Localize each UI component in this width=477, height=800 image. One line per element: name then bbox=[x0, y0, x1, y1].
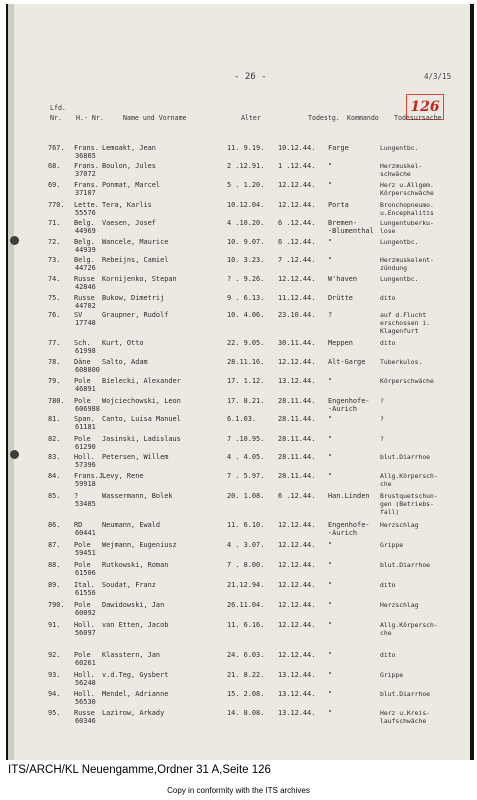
cell-cause2: schwäche bbox=[380, 170, 411, 178]
paper-edge bbox=[8, 4, 14, 760]
cell-hnr: 36865 bbox=[75, 152, 96, 160]
cell-name: Bukow, Dimetrij bbox=[102, 294, 165, 302]
cell-alter: 7 .10.95. bbox=[227, 435, 265, 443]
cell-cause1: ? bbox=[380, 397, 384, 405]
cell-hnr: 44939 bbox=[75, 246, 96, 254]
cell-cause1: blut.Diarrhoe bbox=[380, 561, 431, 569]
cell-nat: Pole bbox=[74, 541, 91, 549]
cell-lfd: 780. bbox=[48, 397, 65, 405]
cell-hnr: 60441 bbox=[75, 529, 96, 537]
cell-kdo: Meppen bbox=[328, 339, 353, 347]
cell-kdo: " bbox=[328, 671, 333, 679]
cell-lfd: 85. bbox=[48, 492, 61, 500]
cell-cause1: Lungentuberku- bbox=[380, 219, 434, 227]
cell-lfd: 95. bbox=[48, 709, 61, 717]
cell-nat: Pole bbox=[74, 601, 91, 609]
cell-tod: 12.12.44. bbox=[278, 581, 316, 589]
cell-tod: 30.11.44. bbox=[278, 339, 316, 347]
cell-cause1: Herzschlag bbox=[380, 521, 419, 529]
cell-kdo: " bbox=[328, 651, 333, 659]
cell-cause2: che bbox=[380, 629, 392, 637]
cell-name: Ponmat, Marcel bbox=[102, 181, 161, 189]
cell-kdo: " bbox=[328, 541, 333, 549]
cell-kdo: W'haven bbox=[328, 275, 358, 283]
cell-lfd: 79. bbox=[48, 377, 61, 385]
page-number: - 26 - bbox=[234, 72, 267, 82]
cell-alter: 14. 8.08. bbox=[227, 709, 265, 717]
cell-alter: 5 . 1.20. bbox=[227, 181, 265, 189]
cell-nat: Pole bbox=[74, 651, 91, 659]
cell-nat: Russe bbox=[74, 294, 95, 302]
cell-tod: 28.11.44. bbox=[278, 415, 316, 423]
cell-hnr: 61506 bbox=[75, 569, 96, 577]
cell-tod: 6 .12.44. bbox=[278, 238, 316, 246]
cell-tod: 13.12.44. bbox=[278, 671, 316, 679]
cell-nat: Russe bbox=[74, 709, 95, 717]
cell-lfd: 69. bbox=[48, 181, 61, 189]
cell-cause1: Herzschlag bbox=[380, 601, 419, 609]
cell-kdo: Engenhofe- bbox=[328, 521, 370, 529]
cell-cause2: Körperschwäche bbox=[380, 189, 434, 197]
cell-nat: Ital. bbox=[74, 581, 95, 589]
paper-page bbox=[8, 4, 470, 760]
cell-tod: 6 .12.44. bbox=[278, 492, 316, 500]
cell-alter: 10.12.04. bbox=[227, 201, 265, 209]
cell-name: Klasstern, Jan bbox=[102, 651, 161, 659]
cell-hnr: 37107 bbox=[75, 189, 96, 197]
cell-tod: 6 .12.44. bbox=[278, 219, 316, 227]
cell-lfd: 76. bbox=[48, 311, 61, 319]
cell-name: Wejmann, Eugeniusz bbox=[102, 541, 177, 549]
cell-nat: Pole bbox=[74, 561, 91, 569]
cell-cause1: Herzmuskel- bbox=[380, 162, 423, 170]
cell-cause2: che bbox=[380, 480, 392, 488]
cell-tod: 12.12.44. bbox=[278, 651, 316, 659]
cell-name: Tera, Karlis bbox=[102, 201, 152, 209]
cell-kdo: Porta bbox=[328, 201, 349, 209]
cell-lfd: 75. bbox=[48, 294, 61, 302]
punch-hole-bottom bbox=[10, 450, 19, 459]
cell-tod: 28.11.44. bbox=[278, 435, 316, 443]
cell-lfd: 77. bbox=[48, 339, 61, 347]
cell-cause3: fall) bbox=[380, 508, 400, 516]
cell-cause2: zündung bbox=[380, 264, 407, 272]
cell-alter: ? . 9.26. bbox=[227, 275, 265, 283]
archive-caption: ITS/ARCH/KL Neuengamme,Ordner 31 A,Seite 126 bbox=[8, 764, 271, 776]
cell-name: Dawidowski, Jan bbox=[102, 601, 165, 609]
header-todesursache: Todesursache bbox=[394, 114, 442, 122]
cell-nat: Belg. bbox=[74, 256, 95, 264]
cell-nat: SV bbox=[74, 311, 83, 319]
cell-hnr: 55576 bbox=[75, 209, 96, 217]
cell-cause1: dito bbox=[380, 294, 396, 302]
cell-nat: Belg. bbox=[74, 238, 95, 246]
cell-hnr: 56097 bbox=[75, 629, 96, 637]
cell-tod: 1 .12.44. bbox=[278, 162, 316, 170]
cell-nat: Däne bbox=[74, 358, 91, 366]
cell-tod: 13.12.44. bbox=[278, 690, 316, 698]
cell-cause1: Herzmuskelent- bbox=[380, 256, 434, 264]
cell-tod: 12.12.44. bbox=[278, 561, 316, 569]
cell-hnr: 60261 bbox=[75, 659, 96, 667]
copy-note: Copy in conformity with the ITS archives bbox=[167, 786, 310, 795]
cell-cause1: Grippe bbox=[380, 541, 404, 549]
cell-nat: Holl. bbox=[74, 621, 95, 629]
cell-hnr: 44969 bbox=[75, 227, 96, 235]
document-reference: 4/3/15 bbox=[424, 72, 452, 81]
cell-kdo: " bbox=[328, 162, 333, 170]
cell-kdo: " bbox=[328, 472, 333, 480]
cell-kdo: " bbox=[328, 256, 333, 264]
cell-kdo: " bbox=[328, 601, 333, 609]
cell-cause1: ? bbox=[380, 435, 384, 443]
header-hnr: H.- Nr. bbox=[76, 114, 104, 122]
cell-kdo: " bbox=[328, 690, 333, 698]
document-scan bbox=[6, 4, 474, 760]
cell-lfd: 71. bbox=[48, 219, 61, 227]
cell-cause1: Bronchopneumo. bbox=[380, 201, 434, 209]
cell-alter: 24. 6.03. bbox=[227, 651, 265, 659]
cell-lfd: 91. bbox=[48, 621, 61, 629]
cell-name: Kurt, Otto bbox=[102, 339, 144, 347]
cell-name: Soudat, Franz bbox=[102, 581, 156, 589]
cell-hnr: 53485 bbox=[75, 500, 96, 508]
cell-kdo: Bremen- bbox=[328, 219, 358, 227]
cell-alter: 20. 1.08. bbox=[227, 492, 265, 500]
cell-alter: 22. 9.05. bbox=[227, 339, 265, 347]
cell-hnr: 46891 bbox=[75, 385, 96, 393]
cell-name: Rebeijns, Camiel bbox=[102, 256, 169, 264]
cell-name: Graupner, Rudolf bbox=[102, 311, 169, 319]
cell-tod: 12.12.44. bbox=[278, 601, 316, 609]
cell-alter: 4 . 3.07. bbox=[227, 541, 265, 549]
cell-alter: 21.12.94. bbox=[227, 581, 265, 589]
cell-name: Jasinski, Ladislaus bbox=[102, 435, 181, 443]
cell-tod: 13.12.44. bbox=[278, 709, 316, 717]
cell-tod: 12.12.44. bbox=[278, 541, 316, 549]
cell-cause1: ? bbox=[380, 415, 384, 423]
cell-nat: Russe bbox=[74, 275, 95, 283]
cell-alter: 2 .12.91. bbox=[227, 162, 265, 170]
cell-kdo: " bbox=[328, 581, 333, 589]
cell-name: Canto, Luisa Manuel bbox=[102, 415, 181, 423]
cell-name: Wassermann, Bolek bbox=[102, 492, 173, 500]
cell-hnr: 56248 bbox=[75, 679, 96, 687]
cell-hnr: 44702 bbox=[75, 302, 96, 310]
cell-nat: Belg. bbox=[74, 219, 95, 227]
cell-nat: Holl. bbox=[74, 453, 95, 461]
cell-lfd: 89. bbox=[48, 581, 61, 589]
cell-nat: Holl. bbox=[74, 671, 95, 679]
header-kommando: Kommando bbox=[347, 114, 379, 122]
cell-tod: 7 .12.44. bbox=[278, 256, 316, 264]
cell-kdo: " bbox=[328, 709, 333, 717]
cell-alter: 7 . 8.00. bbox=[227, 561, 265, 569]
cell-kdo: " bbox=[328, 377, 333, 385]
cell-name: Rutkowski, Roman bbox=[102, 561, 169, 569]
cell-name: Petersen, Willem bbox=[102, 453, 169, 461]
cell-alter: 10. 9.07. bbox=[227, 238, 265, 246]
cell-kdo: " bbox=[328, 453, 333, 461]
cell-alter: 10. 3.23. bbox=[227, 256, 265, 264]
cell-kdo: Farge bbox=[328, 144, 349, 152]
cell-name: Mendel, Adrianne bbox=[102, 690, 169, 698]
cell-nat: Frans. bbox=[74, 144, 99, 152]
cell-name: Neumann, Ewald bbox=[102, 521, 161, 529]
cell-nat: Frans.J. bbox=[74, 472, 108, 480]
cell-lfd: 82. bbox=[48, 435, 61, 443]
cell-lfd: 74. bbox=[48, 275, 61, 283]
cell-alter: 11. 6.16. bbox=[227, 621, 265, 629]
cell-cause1: Lungentbc. bbox=[380, 238, 419, 246]
cell-cause1: dito bbox=[380, 581, 396, 589]
cell-name: Salto, Adam bbox=[102, 358, 148, 366]
cell-tod: 12.12.44. bbox=[278, 275, 316, 283]
cell-tod: 12.12.44. bbox=[278, 621, 316, 629]
cell-tod: 12.12.44. bbox=[278, 521, 316, 529]
cell-hnr: 17748 bbox=[75, 319, 96, 327]
cell-name: Boulon, Jules bbox=[102, 162, 156, 170]
cell-alter: 11. 6.10. bbox=[227, 521, 265, 529]
cell-kdo: " bbox=[328, 415, 333, 423]
cell-cause1: Grippe bbox=[380, 671, 404, 679]
cell-cause1: Tuberkulos. bbox=[380, 358, 423, 366]
cell-cause2: gen (Betriebs- bbox=[380, 500, 434, 508]
cell-lfd: 88. bbox=[48, 561, 61, 569]
cell-cause2: u.Encephalitis bbox=[380, 209, 434, 217]
cell-lfd: 78. bbox=[48, 358, 61, 366]
cell-cause2: laufschwäche bbox=[380, 717, 427, 725]
cell-tod: 28.11.44. bbox=[278, 453, 316, 461]
cell-lfd: 73. bbox=[48, 256, 61, 264]
cell-kdo2: -Aurich bbox=[328, 529, 358, 537]
cell-alter: 17. 8.21. bbox=[227, 397, 265, 405]
cell-alter: 6.1.03. bbox=[227, 415, 257, 423]
cell-hnr: 60092 bbox=[75, 609, 96, 617]
cell-kdo: Han.Linden bbox=[328, 492, 370, 500]
cell-cause1: auf d.Flucht bbox=[380, 311, 427, 319]
cell-nat: ? bbox=[74, 492, 79, 500]
cell-hnr: 61556 bbox=[75, 589, 96, 597]
cell-alter: 21. 8.22. bbox=[227, 671, 265, 679]
cell-name: van Etten, Jacob bbox=[102, 621, 169, 629]
cell-nat: Pole bbox=[74, 377, 91, 385]
cell-cause1: Körperschwäche bbox=[380, 377, 434, 385]
cell-tod: 23.10.44. bbox=[278, 311, 316, 319]
cell-hnr: 37072 bbox=[75, 170, 96, 178]
cell-cause1: Herz u.Kreis- bbox=[380, 709, 431, 717]
cell-lfd: 86. bbox=[48, 521, 61, 529]
cell-name: Wancele, Maurice bbox=[102, 238, 169, 246]
cell-cause1: blut.Diarrhoe bbox=[380, 453, 431, 461]
cell-cause1: Allg.Körpersch- bbox=[380, 621, 438, 629]
cell-alter: 15. 2.08. bbox=[227, 690, 265, 698]
cell-hnr: 56530 bbox=[75, 698, 96, 706]
cell-hnr: 57396 bbox=[75, 461, 96, 469]
cell-kdo: " bbox=[328, 181, 333, 189]
cell-nat: Frans. bbox=[74, 181, 99, 189]
cell-tod: 12.12.44. bbox=[278, 201, 316, 209]
cell-tod: 11.12.44. bbox=[278, 294, 316, 302]
cell-cause1: Allg.Körpersch- bbox=[380, 472, 438, 480]
punch-hole-top bbox=[10, 236, 19, 245]
cell-lfd: 767. bbox=[48, 144, 65, 152]
cell-kdo: Engenhofe- bbox=[328, 397, 370, 405]
cell-lfd: 81. bbox=[48, 415, 61, 423]
header-name: Name und Vorname bbox=[123, 114, 187, 122]
cell-nat: Pole bbox=[74, 435, 91, 443]
archive-stamp: 126 bbox=[406, 94, 444, 120]
cell-lfd: 94. bbox=[48, 690, 61, 698]
cell-name: Lazirow, Arkady bbox=[102, 709, 165, 717]
cell-tod: 12.12.44. bbox=[278, 358, 316, 366]
cell-nat: RD bbox=[74, 521, 83, 529]
cell-alter: 10. 4.06. bbox=[227, 311, 265, 319]
cell-alter: 11. 9.19. bbox=[227, 144, 265, 152]
cell-name: Lemoakt, Jean bbox=[102, 144, 156, 152]
cell-name: Kornijenko, Stepan bbox=[102, 275, 177, 283]
cell-nat: Frans. bbox=[74, 162, 99, 170]
cell-alter: 28.11.16. bbox=[227, 358, 265, 366]
cell-tod: 28.11.44. bbox=[278, 397, 316, 405]
cell-alter: 9 . 6.13. bbox=[227, 294, 265, 302]
cell-lfd: 790. bbox=[48, 601, 65, 609]
cell-cause1: Lungentbc. bbox=[380, 275, 419, 283]
cell-name: Levy, Rene bbox=[102, 472, 144, 480]
cell-hnr: 61181 bbox=[75, 423, 96, 431]
header-lfd: Lfd. bbox=[50, 104, 66, 112]
cell-cause1: Brustquetschun- bbox=[380, 492, 438, 500]
cell-kdo: ? bbox=[328, 311, 333, 319]
cell-lfd: 84. bbox=[48, 472, 61, 480]
cell-cause1: Herz u.Allgem. bbox=[380, 181, 434, 189]
cell-name: Bielecki, Alexander bbox=[102, 377, 181, 385]
cell-nat: Lette. bbox=[74, 201, 99, 209]
cell-cause2: lose bbox=[380, 227, 396, 235]
cell-hnr: 608800 bbox=[75, 366, 100, 374]
cell-hnr: 59451 bbox=[75, 549, 96, 557]
cell-hnr: 61998 bbox=[75, 347, 96, 355]
cell-lfd: 68. bbox=[48, 162, 61, 170]
cell-lfd: 770. bbox=[48, 201, 65, 209]
cell-lfd: 87. bbox=[48, 541, 61, 549]
cell-hnr: 61290 bbox=[75, 443, 96, 451]
cell-cause2: erschossen i. bbox=[380, 319, 431, 327]
header-alter: Alter bbox=[241, 114, 261, 122]
cell-tod: 13.12.44. bbox=[278, 377, 316, 385]
cell-alter: 17. 1.12. bbox=[227, 377, 265, 385]
cell-tod: 10.12.44. bbox=[278, 144, 316, 152]
cell-kdo: Alt-Garge bbox=[328, 358, 366, 366]
cell-nat: Span. bbox=[74, 415, 95, 423]
header-todestag: Todestg. bbox=[308, 114, 340, 122]
cell-cause1: blut.Diarrhoe bbox=[380, 690, 431, 698]
cell-tod: 28.11.44. bbox=[278, 472, 316, 480]
cell-hnr: 59918 bbox=[75, 480, 96, 488]
cell-lfd: 83. bbox=[48, 453, 61, 461]
cell-hnr: 606988 bbox=[75, 405, 100, 413]
cell-kdo: " bbox=[328, 238, 333, 246]
cell-name: Wojciechowski, Leon bbox=[102, 397, 181, 405]
cell-cause1: dito bbox=[380, 651, 396, 659]
cell-lfd: 93. bbox=[48, 671, 61, 679]
cell-nat: Sch. bbox=[74, 339, 91, 347]
header-nr: Nr. bbox=[50, 114, 62, 122]
cell-lfd: 72. bbox=[48, 238, 61, 246]
cell-alter: 4 . 4.05. bbox=[227, 453, 265, 461]
cell-hnr: 44726 bbox=[75, 264, 96, 272]
cell-cause3: Klagenfurt bbox=[380, 327, 419, 335]
cell-kdo: Drütte bbox=[328, 294, 353, 302]
cell-hnr: 60346 bbox=[75, 717, 96, 725]
cell-nat: Pole bbox=[74, 397, 91, 405]
cell-kdo2: -Aurich bbox=[328, 405, 358, 413]
cell-alter: 7 . 5.97. bbox=[227, 472, 265, 480]
cell-alter: 4 .10.20. bbox=[227, 219, 265, 227]
cell-tod: 12.12.44. bbox=[278, 181, 316, 189]
cell-kdo: " bbox=[328, 621, 333, 629]
cell-kdo: " bbox=[328, 561, 333, 569]
cell-kdo: " bbox=[328, 435, 333, 443]
cell-cause1: dito bbox=[380, 339, 396, 347]
cell-kdo2: -Blumenthal bbox=[328, 227, 374, 235]
cell-lfd: 92. bbox=[48, 651, 61, 659]
cell-nat: Holl. bbox=[74, 690, 95, 698]
cell-name: v.d.Teg, Gysbert bbox=[102, 671, 169, 679]
cell-alter: 26.11.04. bbox=[227, 601, 265, 609]
cell-cause1: Lungentbc. bbox=[380, 144, 419, 152]
cell-name: Vaesen, Josef bbox=[102, 219, 156, 227]
cell-hnr: 42846 bbox=[75, 283, 96, 291]
